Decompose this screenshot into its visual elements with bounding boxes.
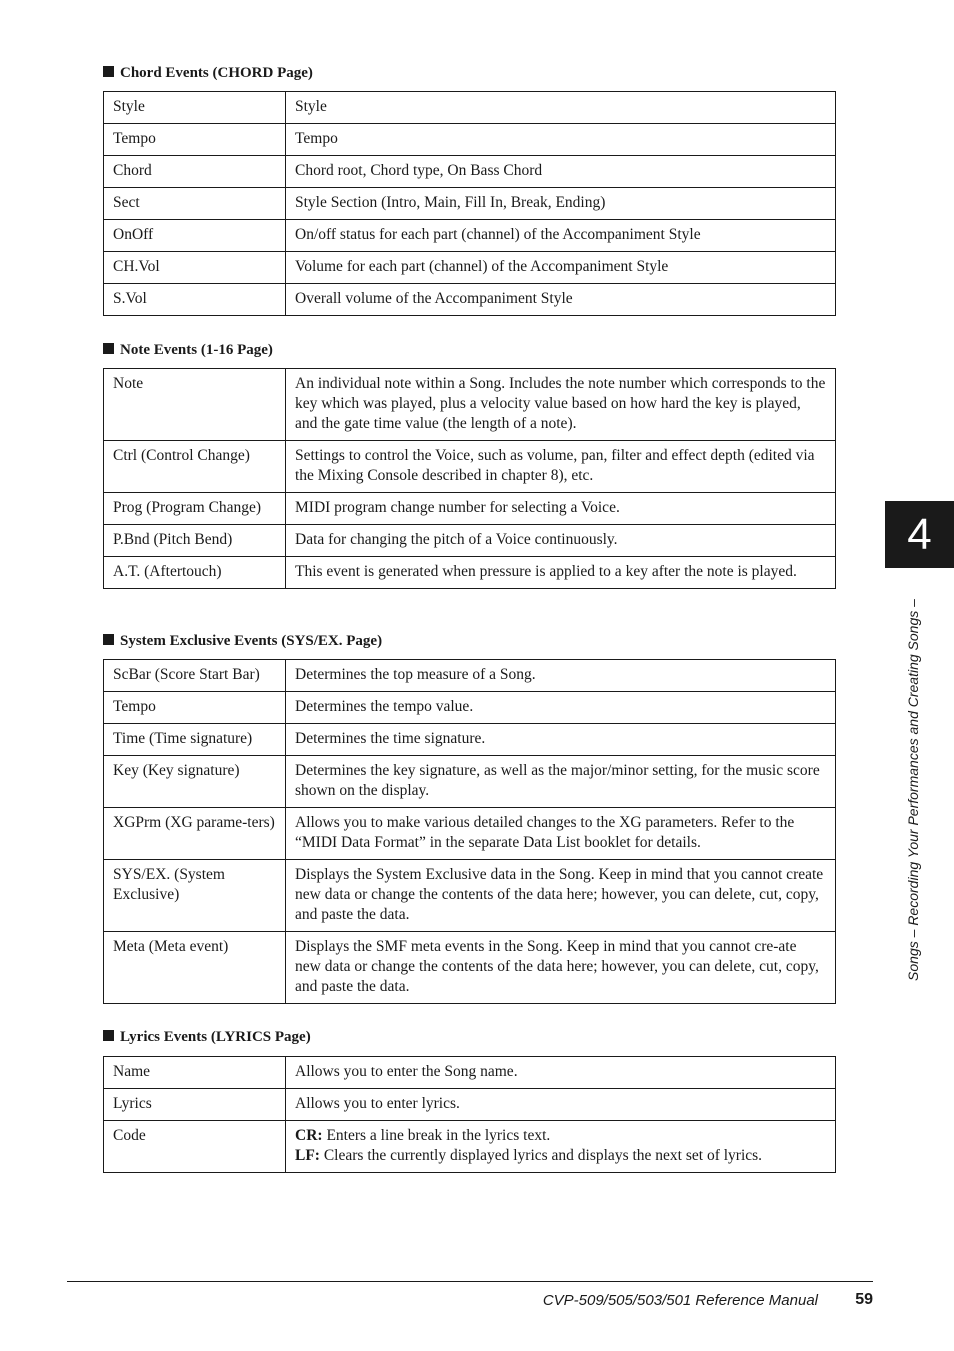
code-lf-line: [295, 1146, 826, 1166]
chord-events-table: [103, 91, 836, 316]
event-description: On/off status for each part (channel) of the Accompaniment Style: [286, 220, 836, 252]
event-description: Tempo: [286, 124, 836, 156]
event-key: Lyrics: [104, 1089, 286, 1121]
lyrics-events-table: [103, 1056, 836, 1173]
table-row: [104, 284, 836, 316]
square-bullet-icon: [103, 1030, 114, 1041]
table-row: [104, 660, 836, 692]
event-description: Displays the System Exclusive data in the Song. Keep in mind that you cannot create new data or change the contents of the data here; however, you can delete, cut, copy, and paste the data.: [286, 860, 836, 932]
event-key: OnOff: [104, 220, 286, 252]
cr-label: CR:: [295, 1127, 323, 1144]
event-key: XGPrm (XG parame-ters): [104, 808, 286, 860]
table-row: [104, 692, 836, 724]
section-heading-sysex-events: [103, 632, 382, 650]
event-key: S.Vol: [104, 284, 286, 316]
event-key: Sect: [104, 188, 286, 220]
event-description: Style Section (Intro, Main, Fill In, Break, Ending): [286, 188, 836, 220]
event-description: Determines the tempo value.: [286, 692, 836, 724]
table-row: [104, 557, 836, 589]
event-description: Determines the time signature.: [286, 724, 836, 756]
table-row: [104, 808, 836, 860]
table-row: [104, 92, 836, 124]
event-key: A.T. (Aftertouch): [104, 557, 286, 589]
sidebar-text: Songs – Recording Your Performances and Creating Songs –: [905, 599, 921, 981]
heading-text: Lyrics Events (LYRICS Page): [120, 1029, 311, 1045]
lf-label: LF:: [295, 1147, 320, 1164]
table-row: [104, 220, 836, 252]
table-row: [104, 188, 836, 220]
event-key: Tempo: [104, 124, 286, 156]
event-key: Chord: [104, 156, 286, 188]
section-heading-chord-events: [103, 64, 313, 82]
event-description: This event is generated when pressure is applied to a key after the note is played.: [286, 557, 836, 589]
table-row: [104, 1089, 836, 1121]
event-key: Time (Time signature): [104, 724, 286, 756]
event-description: Chord root, Chord type, On Bass Chord: [286, 156, 836, 188]
heading-text: Note Events (1-16 Page): [120, 342, 273, 358]
event-key: Key (Key signature): [104, 756, 286, 808]
lf-text: Clears the currently displayed lyrics and displays the next set of lyrics.: [319, 1147, 763, 1164]
sysex-events-table: [103, 659, 836, 1004]
section-heading-note-events: [103, 341, 273, 359]
event-description: Style: [286, 92, 836, 124]
cr-text: Enters a line break in the lyrics text.: [322, 1127, 551, 1144]
square-bullet-icon: [103, 66, 114, 77]
event-key: Meta (Meta event): [104, 932, 286, 1004]
event-description: Allows you to enter the Song name.: [286, 1057, 836, 1089]
event-description: MIDI program change number for selecting a Voice.: [286, 493, 836, 525]
event-description: Settings to control the Voice, such as volume, pan, filter and effect depth (edited via the Mixing Console described in chapter 8), etc.: [286, 441, 836, 493]
section-heading-lyrics-events: [103, 1028, 311, 1046]
table-row: [104, 493, 836, 525]
event-key: SYS/EX. (System Exclusive): [104, 860, 286, 932]
square-bullet-icon: [103, 634, 114, 645]
event-description: [286, 1121, 836, 1173]
event-key: ScBar (Score Start Bar): [104, 660, 286, 692]
table-row: [104, 252, 836, 284]
event-description: Overall volume of the Accompaniment Style: [286, 284, 836, 316]
event-description: Data for changing the pitch of a Voice continuously.: [286, 525, 836, 557]
table-row: [104, 441, 836, 493]
heading-text: Chord Events (CHORD Page): [120, 65, 313, 81]
table-row: [104, 724, 836, 756]
event-description: Allows you to enter lyrics.: [286, 1089, 836, 1121]
table-row: [104, 156, 836, 188]
table-row: [104, 860, 836, 932]
square-bullet-icon: [103, 343, 114, 354]
table-row: [104, 369, 836, 441]
event-description: Volume for each part (channel) of the Accompaniment Style: [286, 252, 836, 284]
event-description: Determines the key signature, as well as the major/minor setting, for the music score shown on the display.: [286, 756, 836, 808]
table-row: [104, 932, 836, 1004]
table-row: [104, 756, 836, 808]
footer-title: CVP-509/505/503/501 Reference Manual: [542, 1292, 818, 1309]
event-key: CH.Vol: [104, 252, 286, 284]
event-description: An individual note within a Song. Includes the note number which corresponds to the key which was played, plus a velocity value based on how hard the key is played, and the gate time value (the length of a note).: [286, 369, 836, 441]
event-key: Note: [104, 369, 286, 441]
event-key: Prog (Program Change): [104, 493, 286, 525]
page-number: 59: [855, 1291, 873, 1308]
chapter-tab: 4: [885, 501, 954, 568]
event-key: Style: [104, 92, 286, 124]
footer-rule: [67, 1281, 873, 1282]
event-description: Displays the SMF meta events in the Song. Keep in mind that you cannot cre-ate new data or change the contents of the data here; however, you can delete, cut, copy, and paste the data.: [286, 932, 836, 1004]
event-key: Tempo: [104, 692, 286, 724]
code-cr-line: [295, 1126, 826, 1146]
table-row: [104, 525, 836, 557]
heading-text: System Exclusive Events (SYS/EX. Page): [120, 633, 383, 649]
event-key: Code: [104, 1121, 286, 1173]
event-key: Name: [104, 1057, 286, 1089]
table-row: [104, 124, 836, 156]
note-events-table: [103, 368, 836, 589]
table-row: [104, 1121, 836, 1173]
event-key: Ctrl (Control Change): [104, 441, 286, 493]
table-row: [104, 1057, 836, 1089]
event-description: Determines the top measure of a Song.: [286, 660, 836, 692]
event-key: P.Bnd (Pitch Bend): [104, 525, 286, 557]
event-description: Allows you to make various detailed changes to the XG parameters. Refer to the “MIDI Data Format” in the separate Data List booklet for details.: [286, 808, 836, 860]
